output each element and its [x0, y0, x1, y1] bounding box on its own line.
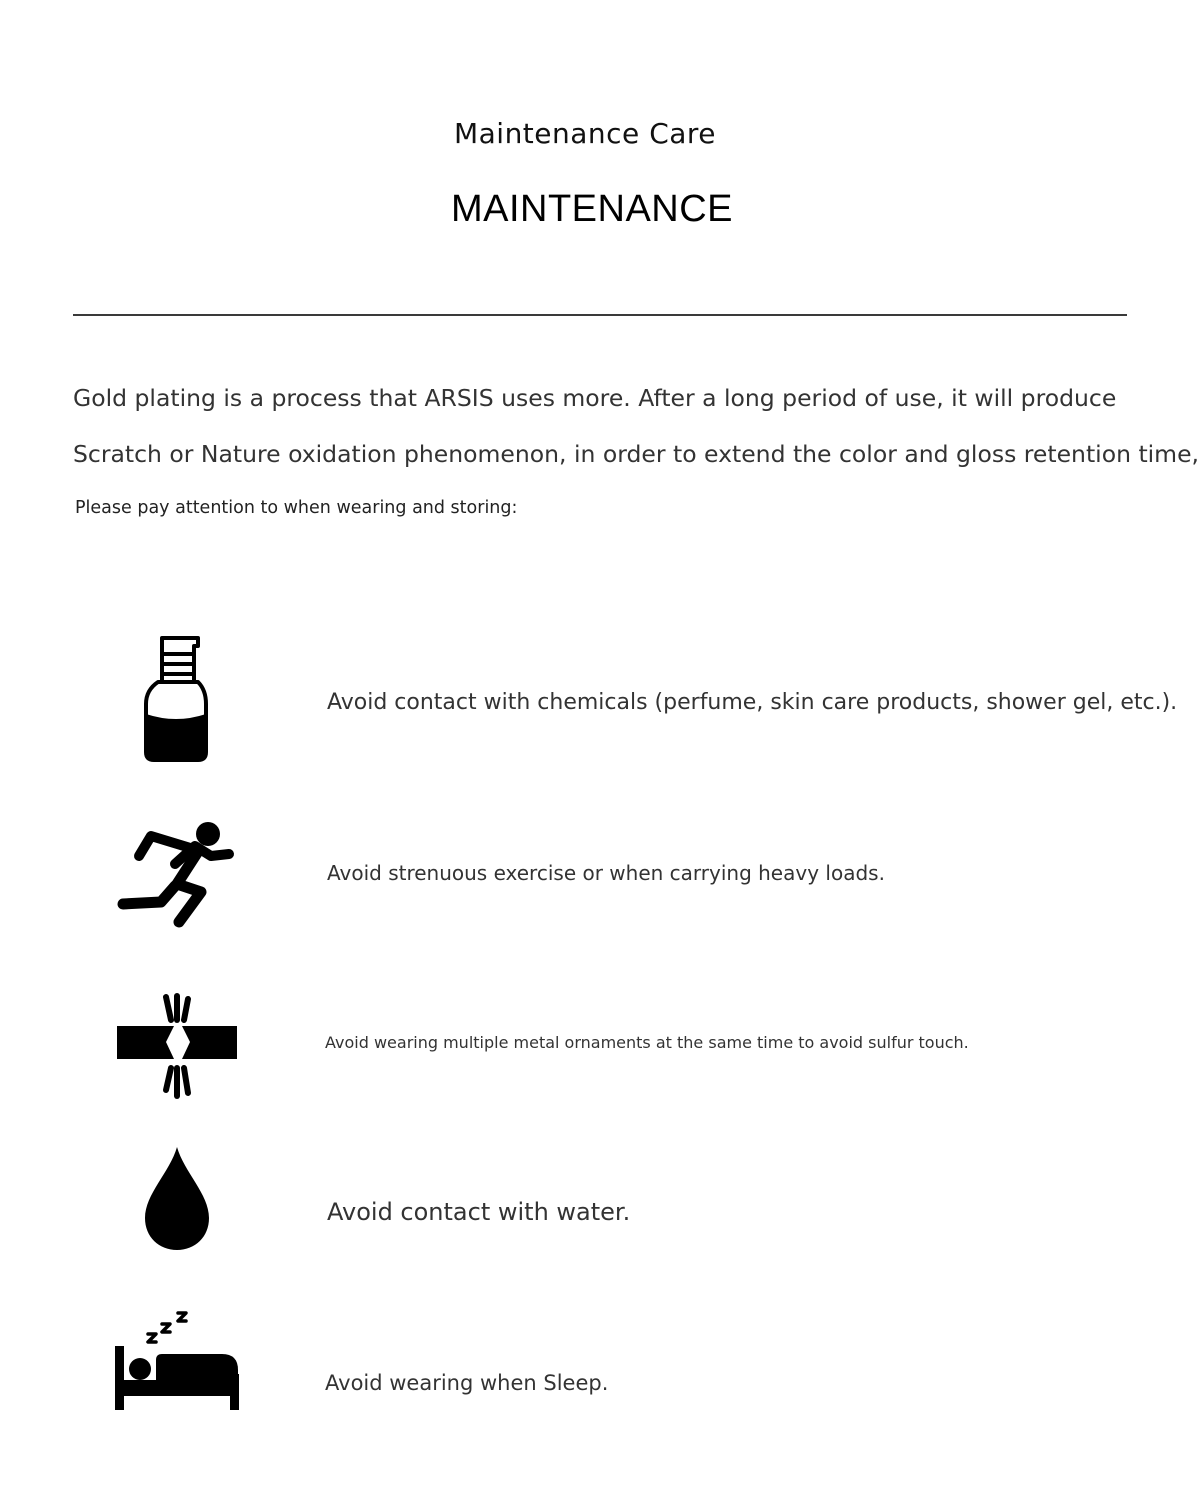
bottle-icon [140, 634, 212, 764]
intro-line-1: Gold plating is a process that ARSIS uses more. After a long period of use, it will produce [73, 384, 1117, 412]
item-text-metal: Avoid wearing multiple metal ornaments at the same time to avoid sulfur touch. [325, 1033, 969, 1052]
item-text-water: Avoid contact with water. [327, 1198, 631, 1226]
item-text-chemicals: Avoid contact with chemicals (perfume, skin care products, shower gel, etc.). [327, 690, 1178, 715]
water-drop-icon [140, 1144, 214, 1254]
intro-line-3: Please pay attention to when wearing and storing: [75, 498, 518, 518]
sleeping-bed-icon [112, 1308, 244, 1416]
section-heading: MAINTENANCE [450, 188, 734, 230]
page-title: Maintenance Care [453, 117, 717, 150]
intro-line-2: Scratch or Nature oxidation phenomenon, in order to extend the color and gloss retention time, [73, 440, 1200, 468]
running-person-icon [117, 820, 237, 928]
metal-collision-icon [114, 992, 240, 1102]
item-text-sleep: Avoid wearing when Sleep. [325, 1371, 609, 1395]
item-text-exercise: Avoid strenuous exercise or when carrying heavy loads. [327, 861, 885, 885]
divider [73, 314, 1127, 316]
